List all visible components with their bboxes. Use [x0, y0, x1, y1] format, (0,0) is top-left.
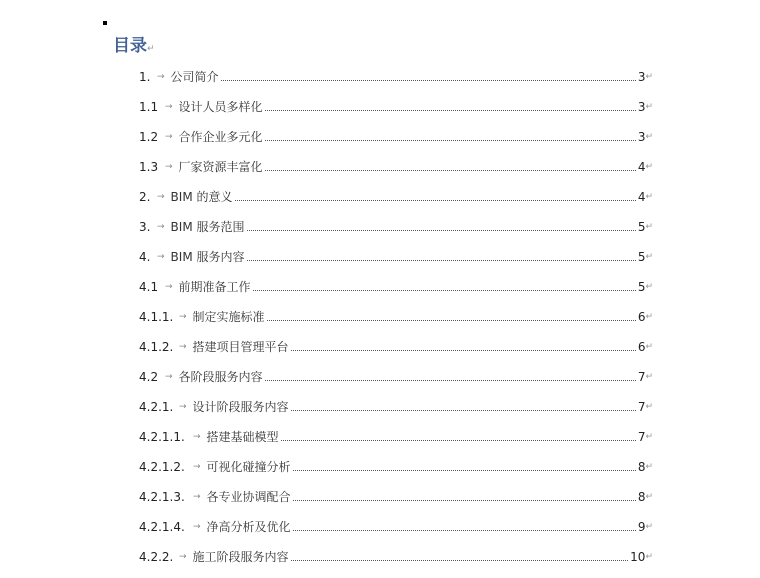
toc-entry-page: 7: [637, 370, 646, 384]
toc-entry-page: 5: [637, 220, 646, 234]
toc-entry-number: 1.: [139, 70, 151, 84]
tab-arrow-icon: →: [165, 282, 173, 292]
toc-entry-number: 3.: [139, 220, 151, 234]
tab-arrow-icon: →: [157, 222, 165, 232]
toc-entry-text: 可视化碰撞分析: [206, 460, 291, 474]
paragraph-mark: ↵: [645, 402, 653, 412]
toc-entry-number: 4.2.1.2.: [139, 460, 185, 474]
toc-entry[interactable]: [139, 399, 653, 415]
tab-arrow-icon: →: [193, 492, 201, 502]
toc-entry-number: 4.2: [139, 370, 159, 384]
tab-arrow-icon: →: [157, 252, 165, 262]
toc-entry[interactable]: [139, 159, 653, 175]
paragraph-mark: ↵: [645, 342, 653, 352]
toc-entry-number: 1.2: [139, 130, 159, 144]
paragraph-mark: ↵: [645, 102, 653, 112]
paragraph-mark: ↵: [645, 222, 653, 232]
toc-entry-number: 4.2.2.: [139, 550, 174, 564]
toc-entry-page: 7: [637, 430, 646, 444]
tab-arrow-icon: →: [165, 372, 173, 382]
tab-arrow-icon: →: [193, 462, 201, 472]
tab-arrow-icon: →: [157, 72, 165, 82]
toc-entry-number: 1.1: [139, 100, 159, 114]
toc-entry-number: 4.1.1.: [139, 310, 174, 324]
paragraph-mark: ↵: [645, 552, 653, 562]
toc-entry[interactable]: [139, 369, 653, 385]
paragraph-mark: ↵: [645, 372, 653, 382]
toc-entry-page: 3: [637, 130, 646, 144]
tab-arrow-icon: →: [165, 132, 173, 142]
toc-entry[interactable]: [139, 249, 653, 265]
toc-entry-text: BIM 的意义: [170, 190, 233, 204]
toc-entry-page: 6: [637, 310, 646, 324]
toc-entry-page: 3: [637, 70, 646, 84]
dot-leader: [265, 110, 636, 111]
paragraph-mark: ↵: [645, 312, 653, 322]
toc-entry-text: 制定实施标准: [192, 310, 265, 324]
tab-arrow-icon: →: [157, 192, 165, 202]
tab-arrow-icon: →: [179, 402, 187, 412]
toc-entry-text: 厂家资源丰富化: [178, 160, 263, 174]
paragraph-mark: ↵: [645, 522, 653, 532]
paragraph-mark: ↵: [147, 44, 155, 54]
toc-entry[interactable]: [139, 429, 653, 445]
paragraph-mark: ↵: [645, 192, 653, 202]
toc-entry[interactable]: [139, 219, 653, 235]
dot-leader: [281, 440, 636, 441]
toc-entry[interactable]: [139, 69, 653, 85]
toc-entry[interactable]: [139, 459, 653, 475]
toc-entry[interactable]: [139, 339, 653, 355]
tab-arrow-icon: →: [179, 342, 187, 352]
toc-entry-text: BIM 服务内容: [170, 250, 245, 264]
dot-leader: [247, 260, 636, 261]
toc-entry-page: 4: [637, 160, 646, 174]
dot-leader: [265, 140, 636, 141]
dot-leader: [253, 290, 636, 291]
toc-entry-text: 设计阶段服务内容: [192, 400, 289, 414]
dot-leader: [247, 230, 636, 231]
dot-leader: [265, 170, 636, 171]
toc-entry-number: 4.2.1.: [139, 400, 174, 414]
paragraph-mark: ↵: [645, 282, 653, 292]
toc-entry[interactable]: [139, 519, 653, 535]
tab-arrow-icon: →: [179, 312, 187, 322]
toc-entry-text: 搭建项目管理平台: [192, 340, 289, 354]
dot-leader: [291, 350, 636, 351]
tab-arrow-icon: →: [193, 522, 201, 532]
toc-entry-page: 3: [637, 100, 646, 114]
toc-entry-text: 各阶段服务内容: [178, 370, 263, 384]
toc-entry[interactable]: [139, 279, 653, 295]
toc-entry-text: 前期准备工作: [178, 280, 251, 294]
toc-entry-text: 设计人员多样化: [178, 100, 263, 114]
toc-entry-page: 8: [637, 490, 646, 504]
toc-entry-text: BIM 服务范围: [170, 220, 245, 234]
dot-leader: [267, 320, 636, 321]
toc-entry-page: 9: [637, 520, 646, 534]
dot-leader: [291, 560, 629, 561]
toc-entry-text: 施工阶段服务内容: [192, 550, 289, 564]
toc-entry-number: 4.1: [139, 280, 159, 294]
toc-entry[interactable]: [139, 489, 653, 505]
toc-entry-number: 4.2.1.4.: [139, 520, 185, 534]
dot-leader: [235, 200, 636, 201]
paragraph-mark: ↵: [645, 132, 653, 142]
toc-entry[interactable]: [139, 129, 653, 145]
dot-leader: [265, 380, 636, 381]
toc-entry[interactable]: [139, 189, 653, 205]
toc-entry-number: 4.2.1.3.: [139, 490, 185, 504]
paragraph-mark: ↵: [645, 72, 653, 82]
dot-leader: [293, 470, 636, 471]
toc-title: [113, 31, 155, 56]
toc-entry-text: 搭建基础模型: [206, 430, 279, 444]
toc-title-text: 目录: [113, 36, 147, 56]
toc-entry-number: 2.: [139, 190, 151, 204]
dot-leader: [221, 80, 636, 81]
dot-leader: [291, 410, 636, 411]
paragraph-mark: ↵: [645, 162, 653, 172]
paragraph-mark: ↵: [645, 492, 653, 502]
toc-entry[interactable]: [139, 309, 653, 325]
toc-entry-number: 4.2.1.1.: [139, 430, 185, 444]
paragraph-mark: ↵: [645, 252, 653, 262]
toc-entry-number: 1.3: [139, 160, 159, 174]
toc-entry-text: 公司简介: [170, 70, 219, 84]
tab-arrow-icon: →: [165, 102, 173, 112]
toc-entry-text: 合作企业多元化: [178, 130, 263, 144]
toc-entry-text: 净高分析及优化: [206, 520, 291, 534]
toc-entry[interactable]: [139, 549, 653, 565]
toc-entry-page: 10: [630, 550, 646, 564]
toc-entry-page: 7: [637, 400, 646, 414]
toc-entry-page: 8: [637, 460, 646, 474]
toc-entry-page: 6: [637, 340, 646, 354]
toc-entry-text: 各专业协调配合: [206, 490, 291, 504]
dot-leader: [293, 500, 636, 501]
paragraph-mark: ↵: [645, 462, 653, 472]
toc-entry-page: 5: [637, 250, 646, 264]
paragraph-mark-bullet: [103, 21, 107, 25]
tab-arrow-icon: →: [179, 552, 187, 562]
toc-entry-page: 5: [637, 280, 646, 294]
paragraph-mark: ↵: [645, 432, 653, 442]
toc-entry[interactable]: [139, 99, 653, 115]
tab-arrow-icon: →: [165, 162, 173, 172]
toc-entry-number: 4.1.2.: [139, 340, 174, 354]
toc-entry-number: 4.: [139, 250, 151, 264]
dot-leader: [293, 530, 636, 531]
tab-arrow-icon: →: [193, 432, 201, 442]
toc-entry-page: 4: [637, 190, 646, 204]
